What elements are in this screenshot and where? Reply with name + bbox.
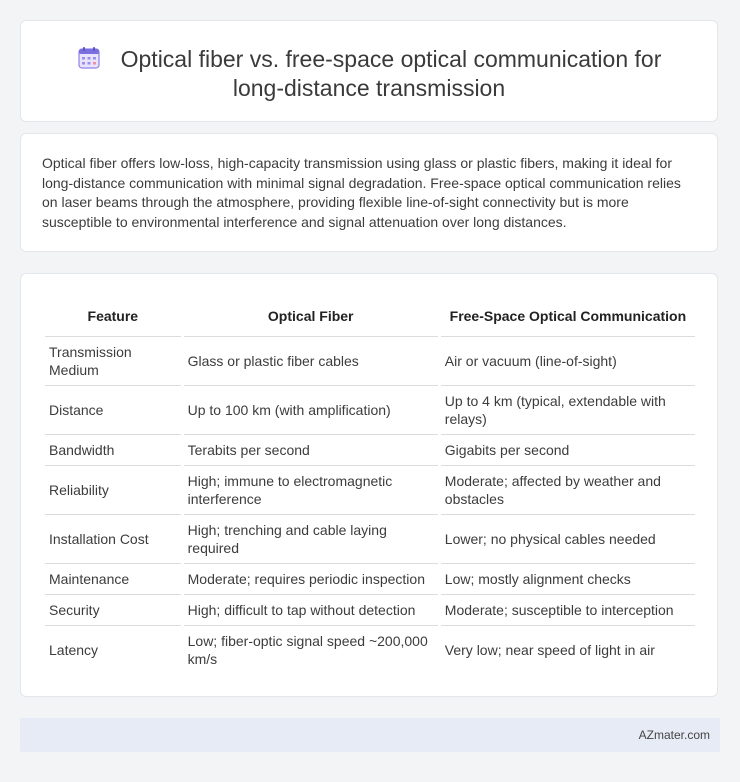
- feature-cell: Transmission Medium: [45, 337, 181, 386]
- intro-paragraph: Optical fiber offers low-loss, high-capacity transmission using glass or plastic fibers, making it ideal for long-distance communication with minimal signal degradation. Free-space optical communication relies on laser beams through the atmosphere, providing flexible line-of-sight connectivity but is more susceptible to environmental interference and signal attenuation over long distances.: [42, 155, 681, 230]
- free-space-cell: Low; mostly alignment checks: [441, 564, 695, 595]
- optical-fiber-cell: Terabits per second: [184, 435, 438, 466]
- optical-fiber-cell: High; immune to electromagnetic interference: [184, 466, 438, 515]
- table-row: [45, 515, 695, 564]
- free-space-cell: Gigabits per second: [441, 435, 695, 466]
- column-header-free-space: Free-Space Optical Communication: [441, 296, 695, 337]
- column-header-feature: Feature: [45, 296, 181, 337]
- table-row: [45, 564, 695, 595]
- footer-brand: AZmater.com: [638, 728, 710, 742]
- optical-fiber-cell: Low; fiber-optic signal speed ~200,000 km/s: [187, 633, 428, 667]
- intro-card: [20, 133, 718, 252]
- title-card: [20, 20, 718, 122]
- free-space-cell: Air or vacuum (line-of-sight): [441, 337, 695, 386]
- footer-bar: [20, 718, 720, 752]
- free-space-cell: Moderate; susceptible to interception: [441, 595, 695, 626]
- feature-cell: Distance: [45, 386, 181, 435]
- feature-cell: Bandwidth: [45, 435, 181, 466]
- optical-fiber-cell: High; difficult to tap without detection: [184, 595, 438, 626]
- feature-cell: Installation Cost: [45, 515, 181, 564]
- optical-fiber-cell: Moderate; requires periodic inspection: [184, 564, 438, 595]
- comparison-card: [20, 273, 718, 697]
- optical-fiber-cell: Glass or plastic fiber cables: [184, 337, 438, 386]
- feature-cell: Reliability: [45, 466, 181, 515]
- free-space-cell: Lower; no physical cables needed: [441, 515, 695, 564]
- table-row: [45, 337, 695, 386]
- calendar-icon: [77, 46, 101, 70]
- optical-fiber-cell: Up to 100 km (with amplification): [184, 386, 438, 435]
- comparison-table: [42, 296, 698, 674]
- table-row: [45, 386, 695, 435]
- optical-fiber-cell: High; trenching and cable laying required: [184, 515, 438, 564]
- title-line-2: long-distance transmission: [232, 75, 506, 101]
- title-line-1: Optical fiber vs. free-space optical communication for: [120, 46, 662, 72]
- table-row: [45, 466, 695, 515]
- free-space-cell: Very low; near speed of light in air: [444, 642, 655, 658]
- feature-cell: Maintenance: [45, 564, 181, 595]
- page-title: [21, 45, 717, 103]
- table-row: [45, 595, 695, 626]
- feature-cell: Latency: [49, 642, 99, 658]
- feature-cell: Security: [45, 595, 181, 626]
- free-space-cell: Up to 4 km (typical, extendable with relays): [441, 386, 695, 435]
- table-row: [45, 626, 695, 674]
- column-header-optical-fiber: Optical Fiber: [184, 296, 438, 337]
- table-row: [45, 435, 695, 466]
- free-space-cell: Moderate; affected by weather and obstacles: [441, 466, 695, 515]
- table-header-row: [45, 296, 695, 337]
